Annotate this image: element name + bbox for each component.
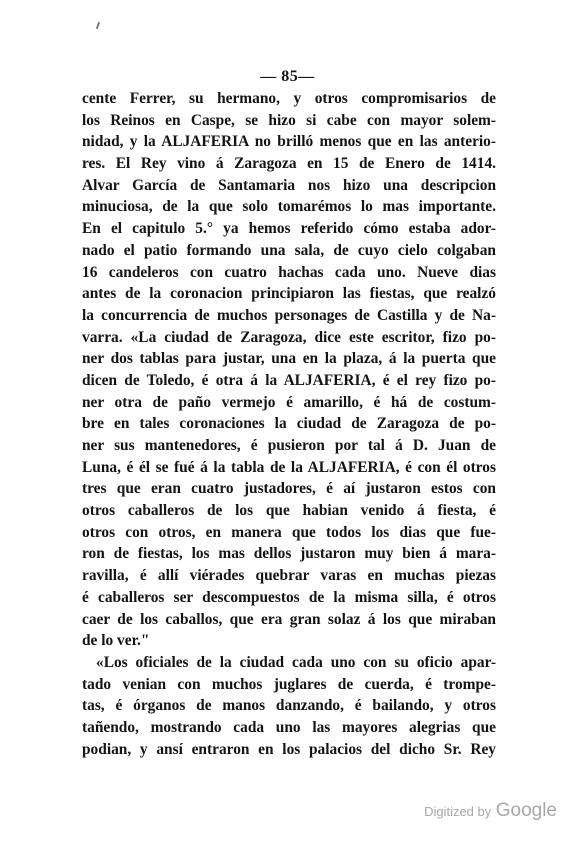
- text-line: los Reinos en Caspe, se hizo si cabe con mayor solem-: [82, 111, 496, 129]
- text-line: caer de los caballos, que era gran solaz á los que miraban: [82, 610, 496, 628]
- text-line: res. El Rey vino á Zaragoza en 15 de Enero de 1414.: [82, 155, 496, 173]
- text-line: otros con otros, en manera que todos los dias que fue-: [82, 523, 496, 541]
- text-line: «Los oficiales de la ciudad cada uno con su oficio apar-: [96, 653, 496, 671]
- text-line: ron de fiestas, los mas dellos justaron muy bien á mara-: [82, 545, 496, 563]
- text-line: ravilla, é allí viérades quebrar varas en muchas piezas: [82, 567, 496, 585]
- page-number: — 85—: [260, 68, 315, 85]
- text-line: tado venian con muchos juglares de cuerda, é trompe-: [82, 675, 496, 693]
- text-line: tañendo, mostrando cada uno las mayores alegrias que: [82, 718, 496, 736]
- digitized-watermark: [424, 800, 557, 822]
- text-line: é caballeros ser descompuestos de la misma silla, é otros: [82, 588, 496, 606]
- body-text: [82, 88, 496, 760]
- text-line: podian, y ansí entraron en los palacios del dicho Sr. Rey: [82, 740, 496, 758]
- text-line: ner dos tablas para justar, una en la plaza, á la puerta que: [82, 350, 496, 368]
- watermark-prefix: Digitized by: [424, 804, 492, 819]
- text-line: tres que eran cuatro justadores, é aí justaron estos con: [82, 480, 496, 498]
- text-line: la concurrencia de muchos personages de Castilla y de Na-: [82, 306, 496, 324]
- text-line: Luna, é él se fué á la tabla de la ALJAFERIA, é con él otros: [82, 458, 496, 476]
- text-line: cente Ferrer, su hermano, y otros compromisarios de: [82, 90, 496, 107]
- watermark-brand: Google: [495, 800, 557, 821]
- text-line: bre en tales coronaciones la ciudad de Zaragoza de po-: [82, 415, 496, 433]
- text-line: minuciosa, de la que solo tomarémos lo mas importante.: [82, 198, 496, 216]
- text-line: de lo ver.": [82, 632, 150, 650]
- text-line: dicen de Toledo, é otra á la ALJAFERIA, é el rey fizo po-: [82, 371, 496, 389]
- text-line: ner otra de paño vermejo é amarillo, é há de costum-: [82, 393, 496, 411]
- text-line: nidad, y la ALJAFERIA no brilló menos que en las anterio-: [82, 133, 496, 151]
- text-line: 16 candeleros con cuatro hachas cada uno. Nueve dias: [82, 263, 496, 281]
- scan-speck: [96, 22, 100, 29]
- text-line: antes de la coronacion principiaron las fiestas, que realzó: [82, 285, 496, 303]
- text-line: ner sus mantenedores, é pusieron por tal á D. Juan de: [82, 437, 496, 454]
- text-line: tas, é órganos de manos danzando, é bailando, y otros: [82, 697, 496, 715]
- text-line: nado el patio formando una sala, de cuyo cielo colgaban: [82, 241, 496, 259]
- text-line: otros caballeros de los que habian venido á fiesta, é: [82, 502, 496, 520]
- text-line: En el capitulo 5.° ya hemos referido cómo estaba ador-: [82, 220, 496, 238]
- text-line: Alvar García de Santamaria nos hizo una descripcion: [82, 176, 496, 194]
- text-line: varra. «La ciudad de Zaragoza, dice este escritor, fizo po-: [82, 328, 496, 346]
